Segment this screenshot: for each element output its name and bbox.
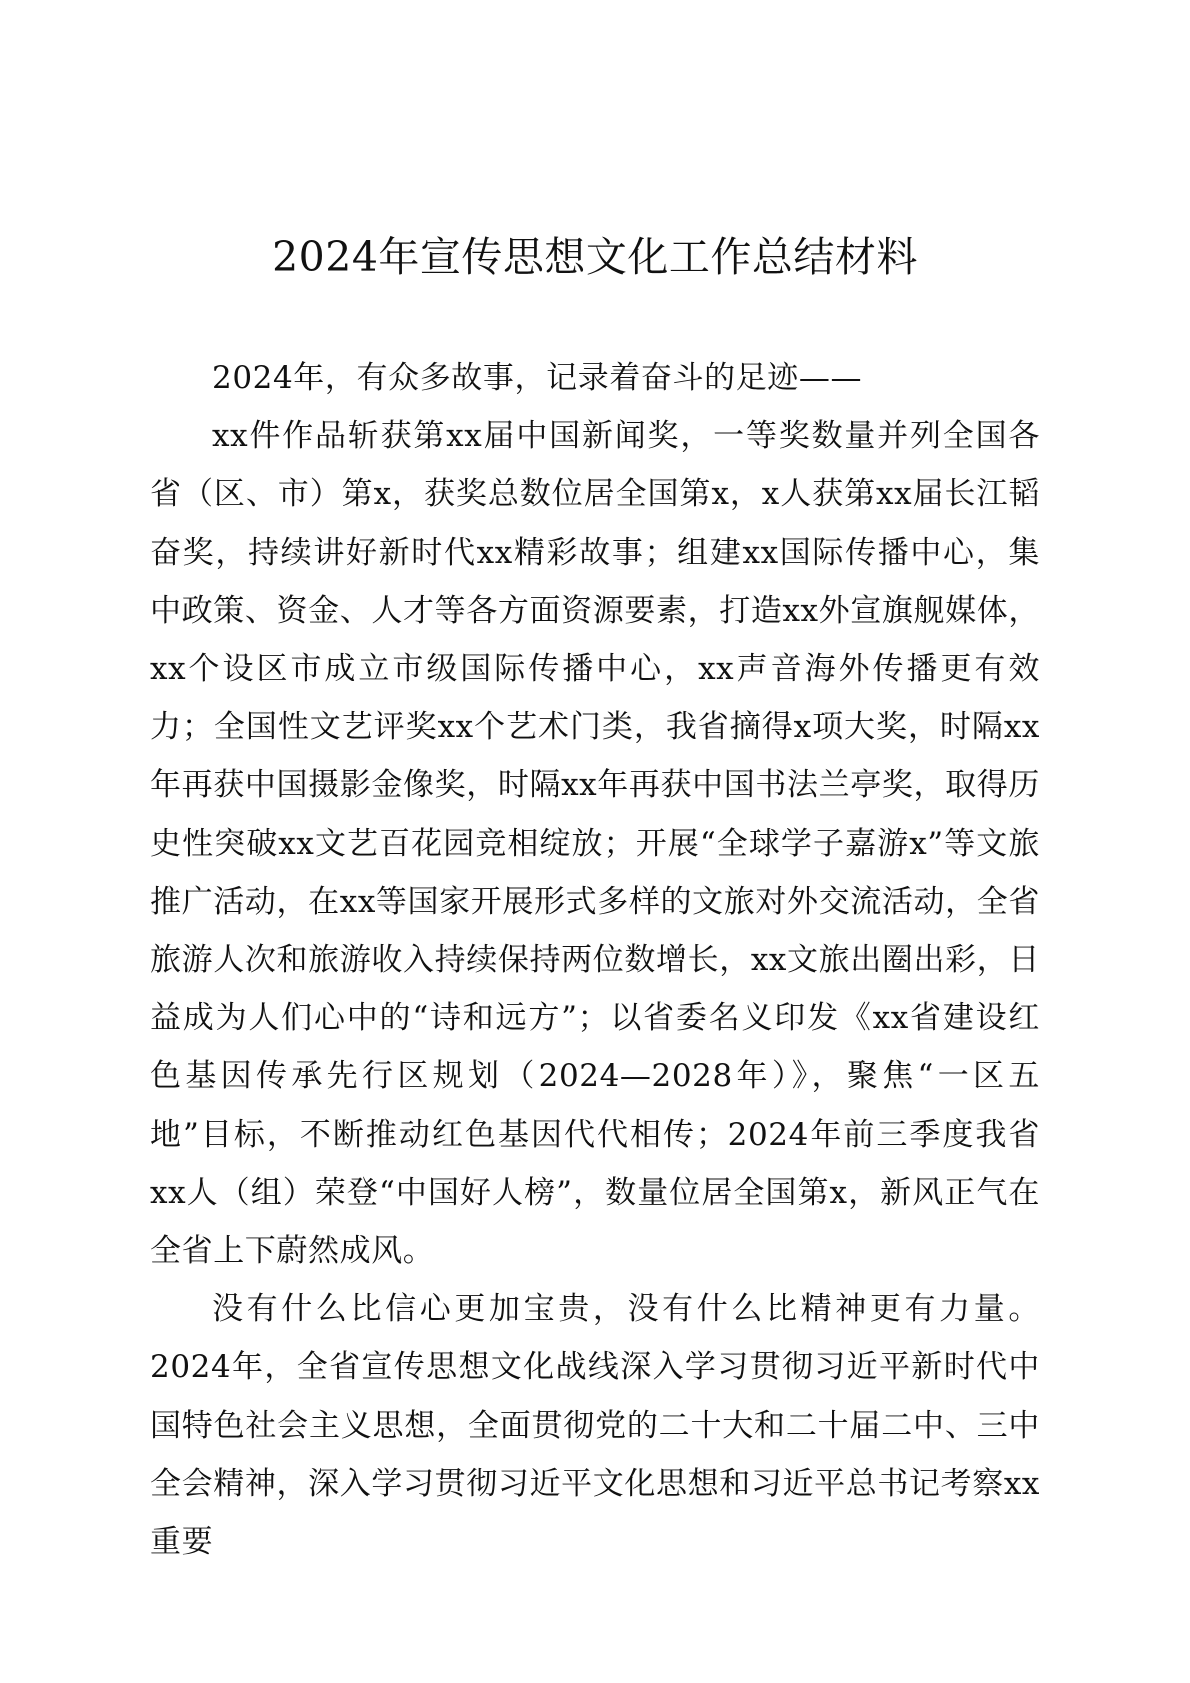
- paragraph-summary: 没有什么比信心更加宝贵，没有什么比精神更有力量。2024年，全省宣传思想文化战线深入学习贯彻习近平新时代中国特色社会主义思想，全面贯彻党的二十大和二十届二中、三中全会精神，深入学习贯彻习近平文化思想和习近平总书记考察xx重要: [150, 1291, 1040, 1561]
- paragraph-intro: 2024年，有众多故事，记录着奋斗的足迹——: [212, 360, 863, 396]
- document-title: 2024年宣传思想文化工作总结材料: [272, 233, 918, 281]
- paragraph-achievements: xx件作品斩获第xx届中国新闻奖，一等奖数量并列全国各省（区、市）第x，获奖总数位居全国第x，x人获第xx届长江韬奋奖，持续讲好新时代xx精彩故事；组建xx国际传播中心，集中政策、资金、人才等各方面资源要素，打造xx外宣旗舰媒体，xx个设区市成立市级国际传播中心，xx声音海外传播更有效力；全国性文艺评奖xx个艺术门类，我省摘得x项大奖，时隔xx年再获中国摄影金像奖，时隔xx年再获中国书法兰亭奖，取得历史性突破xx文艺百花园竞相绽放；开展“全球学子嘉游x”等文旅推广活动，在xx等国家开展形式多样的文旅对外交流活动，全省旅游人次和旅游收入持续保持两位数增长，xx文旅出圈出彩，日益成为人们心中的“诗和远方”；以省委名义印发《xx省建设红色基因传承先行区规划（2024—2028年）》，聚焦“一区五地”目标，不断推动红色基因代代相传；2024年前三季度我省xx人（组）荣登“中国好人榜”，数量位居全国第x，新风正气在全省上下蔚然成风。: [150, 418, 1040, 1270]
- document-body: [150, 349, 1040, 1571]
